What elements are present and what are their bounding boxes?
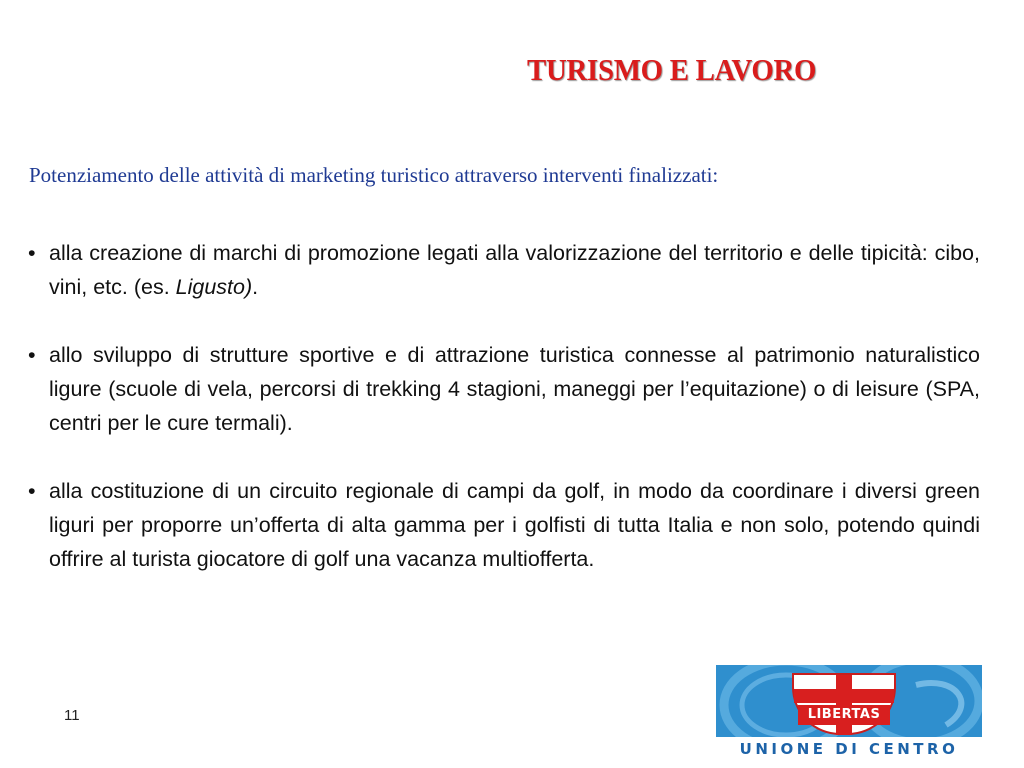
bullet-tail-text: . [252,275,259,299]
bullet-text: alla creazione di marchi di promozione legati alla valorizzazione del territorio e delle tipicità: cibo, vini, etc. (es. [49,241,980,299]
slide-title: TURISMO E LAVORO [527,52,817,87]
bullet-text: alla costituzione di un circuito regionale di campi da golf, in modo da coordinare i diversi green liguri per proporre un’offerta di alta gamma per i golfisti di tutta Italia e non solo, potendo quindi offrire al turista giocatore di golf una vacanza multiofferta. [49,479,980,571]
cross-horizontal [794,689,894,703]
logo-background [716,665,982,737]
bullet-text: allo sviluppo di strutture sportive e di attrazione turistica connesse al patrimonio naturalistico ligure (scuole di vela, percorsi di trekking 4 stagioni, maneggi per l’equitazione) o di leisure (SPA, centri per le cure termali). [49,343,980,435]
bullet-italic-text: Ligusto) [175,275,253,299]
intro-text: Potenziamento delle attività di marketing turistico attraverso interventi finalizzati: [29,163,719,187]
page-number: 11 [64,707,80,724]
udc-logo [716,665,982,761]
list-item [28,474,980,576]
bullet-icon: • [28,241,36,265]
bullet-list [28,236,980,610]
bullet-icon: • [28,343,36,367]
libertas-label: LIBERTAS [798,705,890,725]
bullet-icon: • [28,479,36,503]
logo-caption: UNIONE DI CENTRO [716,737,982,761]
list-item [28,236,980,304]
list-item [28,338,980,440]
